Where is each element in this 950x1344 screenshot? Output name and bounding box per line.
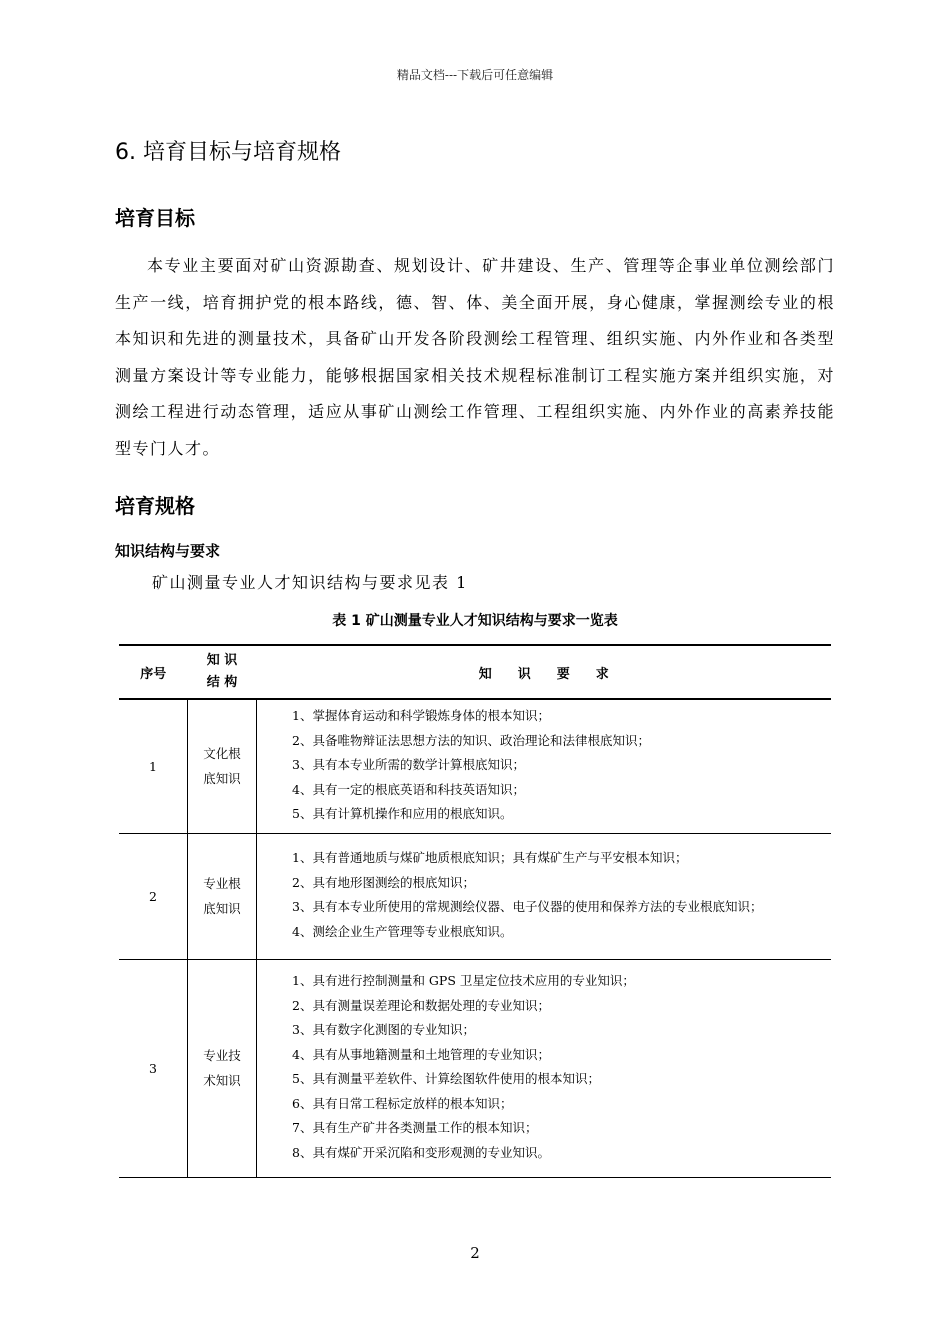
requirement-item: 3、具有本专业所使用的常规测绘仪器、电子仪器的使用和保养方法的专业根底知识； [292,899,763,914]
row-structure-line1: 专业根 [203,876,241,891]
row-structure-line2: 底知识 [203,771,241,787]
requirement-item: 4、测绘企业生产管理等专业根底知识。 [292,923,513,939]
goal-paragraph: 本专业主要面对矿山资源勘查、规划设计、矿井建设、生产、管理等企事业单位测绘部门生产一线，培育拥护党的根本路线，德、智、体、美全面开展，身心健康，掌握测绘专业的根本知识和先进的测量技术，具备矿山开发各阶段测绘工程管理、组织实施、内外作业和各类型测量方案设计等专业能力，能够根据国家相关技术规程标准制订工程实施方案并组织实施，对测绘工程进行动态管理，适应从事矿山测绘工作管理、工程组织实施、内外作业的高素养技能型专门人才。 [115,256,835,458]
row-seq: 2 [119,833,188,959]
row-structure [188,959,257,1177]
header-structure-line1: 知 识 [206,653,238,668]
requirement-item: 5、具有计算机操作和应用的根底知识。 [292,806,513,821]
requirement-item: 4、具有从事地籍测量和土地管理的专业知识； [292,1046,550,1062]
row-seq: 1 [119,699,188,833]
requirement-item: 5、具有测量平差软件、计算绘图软件使用的根本知识； [292,1071,600,1086]
requirement-item: 2、具有测量误差理论和数据处理的专业知识； [292,997,550,1013]
table-header-row [119,645,831,699]
row-structure-line2: 底知识 [203,901,241,916]
row-requirements [257,833,832,959]
row-seq: 3 [119,959,188,1177]
row-requirements [257,959,832,1177]
requirement-item: 8、具有煤矿开采沉陷和变形观测的专业知识。 [292,1144,550,1160]
table-caption: 表 1 矿山测量专业人才知识结构与要求一览表 [332,613,618,629]
header-structure-line2: 结 构 [206,675,238,690]
requirement-item: 2、具有地形图测绘的根底知识； [292,874,475,890]
requirement-item: 3、具有数字化测图的专业知识； [292,1022,475,1037]
header-seq: 序号 [119,645,188,699]
requirement-item: 1、具有进行控制测量和 GPS 卫星定位技术应用的专业知识； [292,973,635,988]
row-structure [188,699,257,833]
knowledge-table [119,644,831,1178]
requirement-item: 1、掌握体育运动和科学锻炼身体的根本知识； [292,708,550,723]
row-structure [188,833,257,959]
requirement-item: 3、具有本专业所需的数学计算根底知识； [292,757,525,772]
requirement-item: 4、具有一定的根底英语和科技英语知识； [292,781,525,797]
page-header-note: 精品文档---下载后可任意编辑 [396,68,554,82]
row-structure-line1: 专业技 [203,1048,241,1063]
row-structure-line2: 术知识 [203,1073,241,1088]
row-structure-line1: 文化根 [203,746,241,762]
header-structure [188,645,257,699]
table-row [119,699,831,833]
spec-heading: 培育规格 [115,494,195,518]
table-row [119,959,831,1177]
requirement-item: 2、具备唯物辩证法思想方法的知识、政治理论和法律根底知识； [292,732,650,748]
page-number: 2 [470,1244,480,1262]
spec-subheading: 知识结构与要求 [115,542,221,560]
requirement-item: 1、具有普通地质与煤矿地质根底知识；具有煤矿生产与平安根本知识； [292,850,688,865]
table-row [119,833,831,959]
requirement-item: 6、具有日常工程标定放样的根本知识； [292,1095,513,1111]
header-requirements: 知 识 要 求 [257,645,832,699]
requirement-item: 7、具有生产矿井各类测量工作的根本知识； [292,1120,538,1135]
row-requirements [257,699,832,833]
section-title: 6. 培育目标与培育规格 [115,140,341,165]
spec-intro: 矿山测量专业人才知识结构与要求见表 1 [152,573,468,592]
goal-heading: 培育目标 [115,206,195,230]
